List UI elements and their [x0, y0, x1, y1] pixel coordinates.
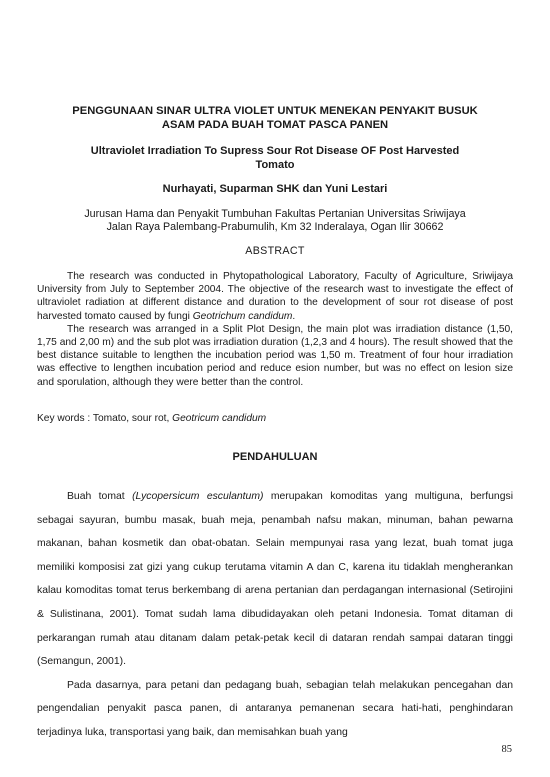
- body-p1-lead: Buah tomat: [67, 491, 133, 502]
- section-heading: PENDAHULUAN: [232, 451, 318, 463]
- affiliation-line2: Jalan Raya Palembang-Prabumulih, Km 32 Inderalaya, Ogan Ilir 30662: [106, 221, 444, 233]
- english-title: [40, 144, 510, 172]
- body-p1-rest: merupakan komoditas yang multiguna, berfungsi sebagai sayuran, bumbu masak, buah meja, penambah nafsu makan, minuman, bahan pewarna makanan, bahan kosmetik dan obat-obatan. Selain mempunyai rasa yang lezat, buah tomat juga memiliki komposisi zat gizi yang cukup terutama vitamin A dan C, karena itu tidaklah mengherankan kalau komoditas tomat terus berkembang di arena pertanian dan perdagangan internasional (Setirojini & Sulistinana, 2001). Tomat sudah lama dibudidayakan oleh petani Indonesia. Tomat ditaman di perkarangan rumah atau ditanam dalam petak-petak kecil di dataran rendah sampai dataran tinggi (Semangun, 2001).: [37, 491, 513, 668]
- body-paragraph-1: [37, 485, 513, 674]
- abstract-p1-text: The research was conducted in Phytopathological Laboratory, Faculty of Agriculture, Sriwijaya University from July to September 2004. The objective of the research wast to investigate the effect of ultraviolet radiation at different distance and duration to the development of sour rot disease of post harvested tomato caused by fungi: [37, 271, 513, 322]
- section-body: [37, 485, 513, 745]
- affiliation-line1: Jurusan Hama dan Penyakit Tumbuhan Fakultas Pertanian Universitas Sriwijaya: [84, 208, 466, 220]
- paper-title-line2: ASAM PADA BUAH TOMAT PASCA PANEN: [161, 119, 389, 131]
- abstract-p1-end: .: [292, 310, 296, 322]
- body-paragraph-2: Pada dasarnya, para petani dan pedagang buah, sebagian telah melakukan pencegahan dan pengendalian penyakit pasca panen, di antaranya pemanenan secara hati-hati, penghindaran terjadinya luka, transportasi yang baik, dan memisahkan buah yang: [37, 679, 513, 738]
- english-title-line2: Tomato: [255, 159, 295, 171]
- author-list: Nurhayati, Suparman SHK dan Yuni Lestari: [162, 183, 388, 195]
- keywords: [37, 412, 513, 425]
- english-title-line1: Ultraviolet Irradiation To Supress Sour Rot Disease OF Post Harvested: [90, 145, 460, 157]
- abstract-paragraph-1: [37, 270, 513, 323]
- paper-title-line1: PENGGUNAAN SINAR ULTRA VIOLET UNTUK MENEKAN PENYAKIT BUSUK: [72, 105, 478, 117]
- keywords-label: Key words : Tomato, sour rot,: [37, 413, 173, 424]
- page-number: 85: [501, 744, 512, 755]
- keywords-species: Geotricum candidum: [172, 413, 267, 424]
- abstract-paragraph-2: The research was arranged in a Split Plot Design, the main plot was irradiation distance (1,50, 1,75 and 2,00 m) and the sub plot was irradiation duration (1,2,3 and 4 hours). The result showed that the best distance suitable to lengthen the incubation period was 1,50 m. Treatment of four hour irradiation was effective to lengthen incubation period and reduce esion number, but was no effect on lesion size and sporulation, although they were better than the control.: [37, 323, 513, 388]
- paper-title: [40, 104, 510, 132]
- abstract-body: [37, 270, 513, 389]
- abstract-heading: ABSTRACT: [245, 245, 305, 257]
- body-p1-species: (Lycopersicum esculantum): [132, 491, 264, 502]
- abstract-p1-species: Geotrichum candidum: [192, 310, 293, 322]
- affiliation: [40, 208, 510, 234]
